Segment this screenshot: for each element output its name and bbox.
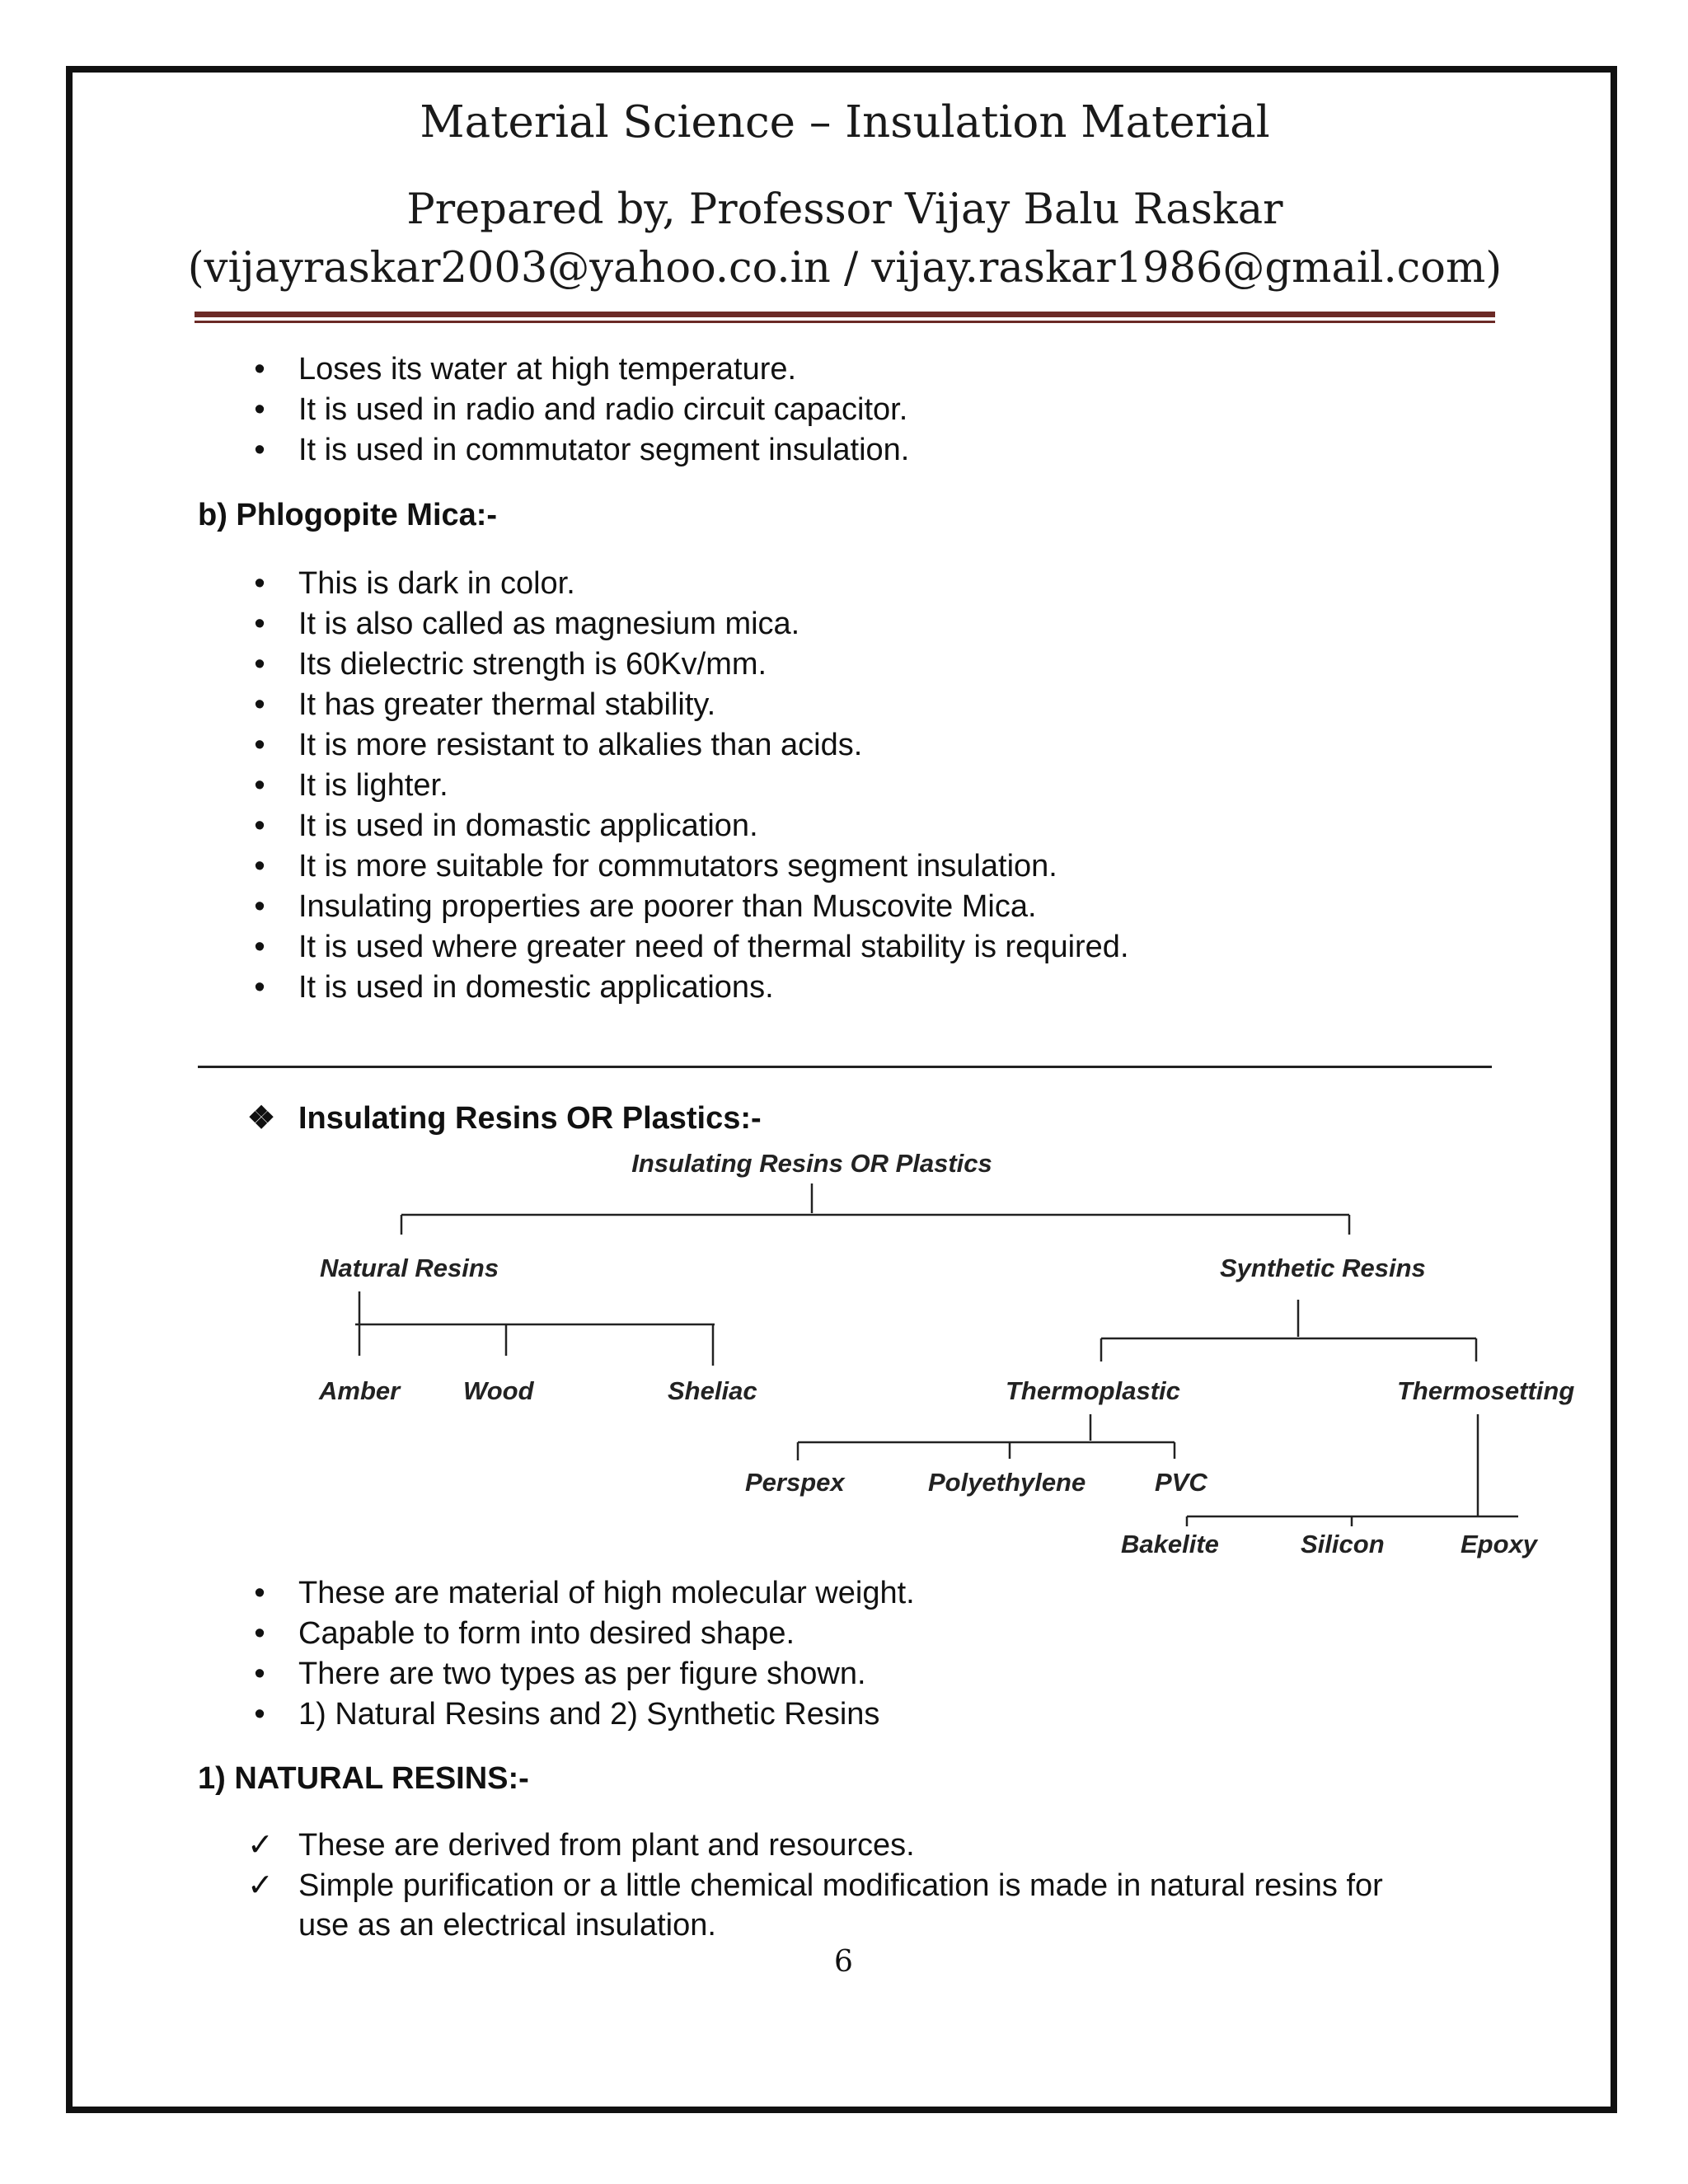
list-item: • Loses its water at high temperature. [247, 349, 909, 390]
node-natural-resins: Natural Resins [320, 1254, 499, 1282]
bullet-icon: • [254, 768, 265, 803]
list-item: • It is used in domastic application. [247, 806, 1129, 846]
bullet-icon: • [254, 1576, 265, 1610]
bullet-icon: • [254, 849, 265, 883]
node-amber: Amber [319, 1376, 401, 1405]
bullet-icon: • [254, 889, 265, 924]
author-line: Prepared by, Professor Vijay Balu Raskar [406, 185, 1283, 234]
list-item: • Insulating properties are poorer than Muscovite Mica. [247, 887, 1129, 927]
list-item-continuation: use as an electrical insulation. [298, 1908, 716, 1943]
list-item: • It is used in domestic applications. [247, 968, 1129, 1008]
node-pvc: PVC [1155, 1468, 1207, 1497]
list-item: • There are two types as per figure shown. [247, 1654, 915, 1694]
list-item: • Capable to form into desired shape. [247, 1614, 915, 1654]
page-number: 6 [834, 1945, 853, 1979]
node-epoxy: Epoxy [1461, 1530, 1538, 1558]
list-item: • It is used in commutator segment insulation. [247, 430, 909, 471]
bullet-icon: • [254, 566, 265, 601]
node-thermosetting: Thermosetting [1397, 1376, 1575, 1405]
list-item: • Its dielectric strength is 60Kv/mm. [247, 644, 1129, 685]
checkmark-icon: ✓ [247, 1828, 274, 1863]
author-emails: (vijayraskar2003@yahoo.co.in / vijay.raskar1986@gmail.com) [187, 244, 1503, 293]
list-item: • It is more suitable for commutators segment insulation. [247, 846, 1129, 887]
node-bakelite: Bakelite [1121, 1530, 1219, 1558]
bullet-icon: • [254, 687, 265, 722]
node-synthetic-resins: Synthetic Resins [1220, 1254, 1426, 1282]
bullet-icon: • [254, 1657, 265, 1691]
bullet-icon: • [254, 970, 265, 1005]
natural-resins-heading: 1) NATURAL RESINS:- [198, 1761, 529, 1796]
node-sheliac: Sheliac [668, 1376, 757, 1405]
list-item: • It has greater thermal stability. [247, 685, 1129, 725]
list-item: ✓ These are derived from plant and resources. [247, 1825, 1383, 1866]
node-root: Insulating Resins OR Plastics [631, 1149, 992, 1178]
bullet-icon: • [254, 352, 265, 387]
node-wood: Wood [463, 1376, 534, 1405]
bullet-icon: • [254, 728, 265, 762]
list-item: • 1) Natural Resins and 2) Synthetic Resins [247, 1694, 915, 1735]
bullet-icon: • [254, 647, 265, 682]
bullet-icon: • [254, 1616, 265, 1651]
bullet-icon: • [254, 433, 265, 467]
list-item: • It is lighter. [247, 766, 1129, 806]
natural-resins-list [247, 1825, 1383, 1906]
bullet-icon: • [254, 808, 265, 843]
node-perspex: Perspex [745, 1468, 845, 1497]
resins-list [247, 1573, 915, 1735]
list-item: • It is used in radio and radio circuit capacitor. [247, 390, 909, 430]
list-item: • It is more resistant to alkalies than acids. [247, 725, 1129, 766]
diamond-bullet-icon: ❖ [247, 1101, 276, 1136]
bullet-icon: • [254, 930, 265, 964]
bullet-icon: • [254, 1697, 265, 1732]
bullet-icon: • [254, 392, 265, 427]
list-item: ✓ Simple purification or a little chemical modification is made in natural resins for [247, 1866, 1383, 1906]
list-item: • This is dark in color. [247, 564, 1129, 604]
node-thermoplastic: Thermoplastic [1006, 1376, 1180, 1405]
bullet-icon: • [254, 607, 265, 641]
resins-heading: ❖ Insulating Resins OR Plastics:- [247, 1101, 762, 1136]
node-silicon: Silicon [1301, 1530, 1385, 1558]
list-item: • It is also called as magnesium mica. [247, 604, 1129, 644]
list-item: • It is used where greater need of thermal stability is required. [247, 927, 1129, 968]
node-polyethylene: Polyethylene [928, 1468, 1086, 1497]
list-item: • These are material of high molecular weight. [247, 1573, 915, 1614]
document-title: Material Science – Insulation Material [420, 97, 1270, 148]
checkmark-icon: ✓ [247, 1868, 274, 1903]
phlogopite-heading: b) Phlogopite Mica:- [198, 498, 498, 532]
